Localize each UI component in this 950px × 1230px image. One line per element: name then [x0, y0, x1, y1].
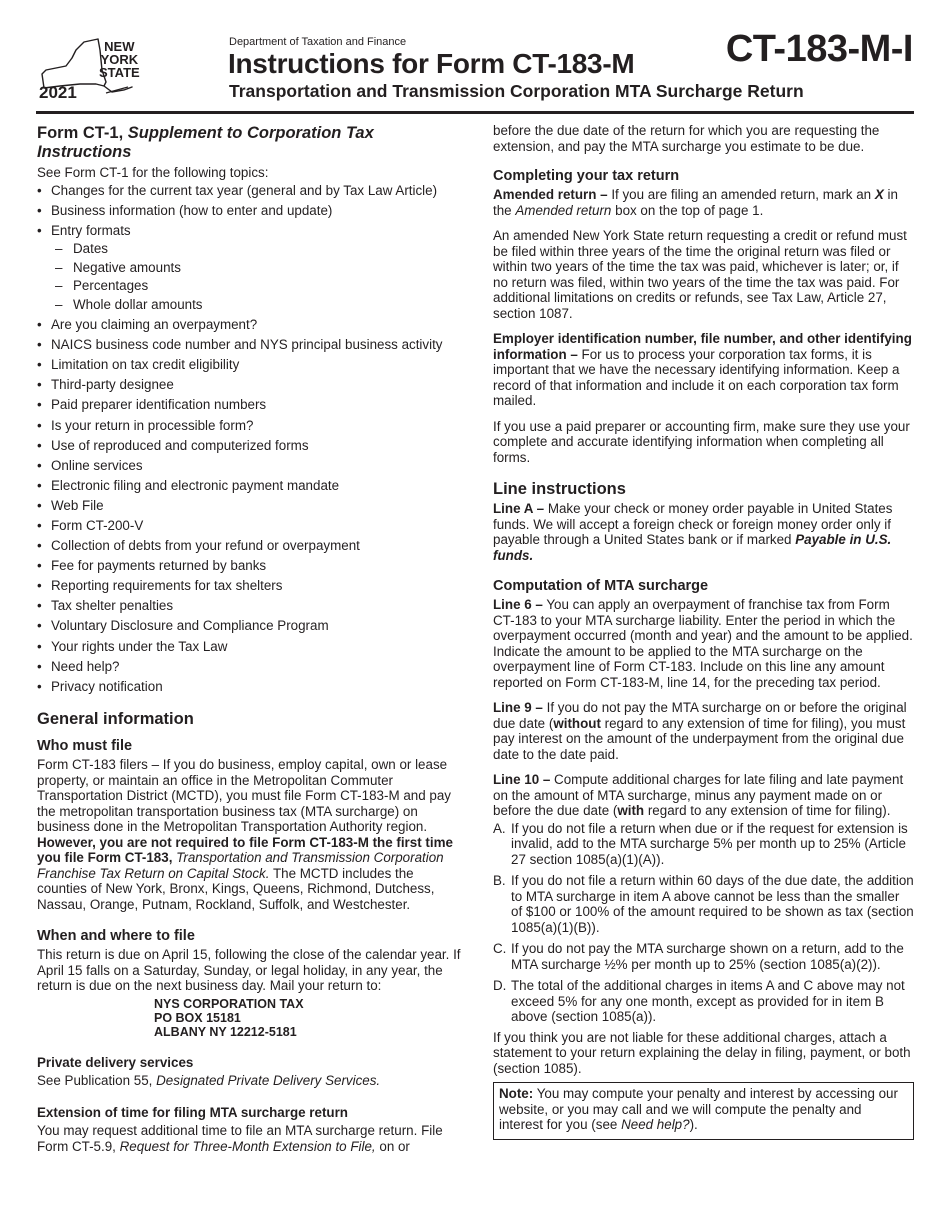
entry-format-item: – Whole dollar amounts	[55, 297, 462, 313]
line-10-text: Line 10 – Compute additional charges for late filing and late payment on the amount of MTA surcharge, minus any payment made on or before the due date (with regard to any extension of time for filing).	[493, 772, 904, 818]
when-where-heading: When and where to file	[37, 928, 195, 945]
logo-year: 2021	[39, 83, 77, 102]
private-delivery-text: See Publication 55, Designated Private Delivery Services.	[37, 1073, 381, 1089]
note-box: Note: You may compute your penalty and interest by accessing our website, or you may call and we will compute the penalty and interest for you (see Need help?).	[493, 1082, 914, 1140]
general-info-heading: General information	[37, 710, 194, 729]
topic-item: • Limitation on tax credit eligibility	[37, 357, 462, 373]
extension-text-continued: before the due date of the return for which you are requesting the extension, and pay the MTA surcharge you estimate to be due.	[493, 123, 880, 154]
logo-new: NEW	[104, 39, 135, 54]
topic-item: • Your rights under the Tax Law	[37, 639, 462, 655]
logo-york: YORK	[100, 52, 139, 67]
amended-return-text: Amended return – If you are filing an amended return, mark an X in the Amended return box on the top of page 1.	[493, 187, 898, 218]
private-delivery-heading: Private delivery services	[37, 1054, 194, 1070]
statement-text: If you think you are not liable for these additional charges, attach a statement to your return explaining the delay in filing, payment, or both (section 1085).	[493, 1029, 911, 1076]
charge-item: B. If you do not file a return within 60 days of the due date, the addition to MTA surcharge in item A above cannot be less than the smaller of $100 or 100% of the amount required to be shown as tax (section 1085(a)(1)(B)).	[493, 873, 914, 935]
ein-text: Employer identification number, file number, and other identifying information – For us to process your corporation tax forms, it is important that we have the necessary identifying information. Keep a record of that information and include it on each corporation tax form mailed.	[493, 331, 912, 408]
topic-item: • Form CT-200-V	[37, 518, 462, 534]
topic-item: • Entry formats – Dates – Negative amounts – Percentages – Whole dollar amounts	[37, 223, 462, 313]
topic-item: • Web File	[37, 498, 462, 514]
topic-item: • Third-party designee	[37, 377, 462, 393]
who-must-file-heading: Who must file	[37, 738, 133, 755]
topics-list	[37, 183, 462, 695]
mailing-address: NYS CORPORATION TAX PO BOX 15181 ALBANY NY 12212-5181	[154, 996, 304, 1039]
page-title: Instructions for Form CT-183-M	[228, 48, 635, 79]
topic-item: • Privacy notification	[37, 679, 462, 695]
topic-item: • Electronic filing and electronic payment mandate	[37, 478, 462, 494]
who-must-file-text: Form CT-183 filers – If you do business, employ capital, own or lease property, or maintain an office in the Metropolitan Commuter Transportation District (MCTD), you must file Form CT-183-M and pay the metropolitan transportation business tax (MTA surcharge) on business done in the Metropolitan Transportation Authority region. However, you are not required to file Form CT-183-M the first time you file Form CT-183, Transportation and Transmission Corporation Franchise Tax Return on Capital Stock. The MCTD includes the counties of New York, Bronx, Kings, Queens, Richmond, Dutchess, Nassau, Orange, Putnam, Rockland, Suffolk, and Westchester.	[37, 757, 453, 912]
topic-item: • Is your return in processible form?	[37, 418, 462, 434]
topic-item: • Reporting requirements for tax shelters	[37, 578, 462, 594]
right-column	[493, 123, 914, 1140]
topic-item: • Are you claiming an overpayment?	[37, 317, 462, 333]
line-instructions-heading: Line instructions	[493, 480, 626, 498]
line-a-text: Line A – Make your check or money order payable in United States funds. We will accept a foreign check or foreign money order only if payable through a United States bank or if marked Payable in U.S. funds.	[493, 501, 893, 563]
amended-return-limits: An amended New York State return requesting a credit or refund must be filed within three years of the time the original return was filed or within two years of the time the tax was paid, whichever is later; or, if no return was filed, within two years of the time the tax was paid. For additional limitations on credits or refunds, see Tax Law, Article 27, section 1087.	[493, 228, 907, 321]
charge-item: A. If you do not file a return when due or if the request for extension is invalid, add to the MTA surcharge 5% per month up to 25% (Article 27 section 1085(a)(1)(A)).	[493, 820, 908, 867]
logo-state: STATE	[99, 65, 140, 80]
page-subtitle: Transportation and Transmission Corporation MTA Surcharge Return	[229, 81, 804, 101]
topic-item: • Need help?	[37, 659, 462, 675]
header-divider	[36, 111, 914, 114]
entry-formats-list	[55, 241, 462, 312]
charge-item: D. The total of the additional charges in items A and C above may not exceed 5% for any one month, except as provided for in item B above (section 1085(a)).	[493, 978, 905, 1024]
when-where-text: This return is due on April 15, following the close of the calendar year. If April 15 falls on a Saturday, Sunday, or legal holiday, in any year, the return is due on the next business day. Mail your return to:	[37, 947, 461, 994]
topic-item: • Online services	[37, 458, 462, 474]
entry-format-item: – Negative amounts	[55, 260, 462, 276]
computation-heading: Computation of MTA surcharge	[493, 578, 709, 594]
entry-format-item: – Dates	[55, 241, 462, 257]
supplement-intro: See Form CT-1 for the following topics:	[37, 165, 269, 180]
topic-item: • NAICS business code number and NYS principal business activity	[37, 337, 462, 353]
topic-item: • Changes for the current tax year (general and by Tax Law Article)	[37, 183, 462, 199]
topic-item: • Collection of debts from your refund or overpayment	[37, 538, 462, 554]
supplement-heading: Form CT-1, Supplement to Corporation Tax Instructions	[37, 124, 374, 161]
topic-item: • Business information (how to enter and update)	[37, 203, 462, 219]
topic-item: • Tax shelter penalties	[37, 598, 462, 614]
topic-item: • Voluntary Disclosure and Compliance Program	[37, 618, 462, 634]
topic-item: • Use of reproduced and computerized forms	[37, 438, 462, 454]
extension-text: You may request additional time to file an MTA surcharge return. File Form CT-5.9, Request for Three-Month Extension to File, on or	[37, 1123, 443, 1154]
topic-item: • Fee for payments returned by banks	[37, 558, 462, 574]
line-9-text: Line 9 – If you do not pay the MTA surcharge on or before the original due date (without regard to any extension of time for filing), you must pay interest on the amount of the underpayment from the original due date to the date paid.	[493, 700, 907, 762]
extension-heading: Extension of time for filing MTA surcharge return	[37, 1104, 348, 1120]
charge-item: C. If you do not pay the MTA surcharge shown on a return, add to the MTA surcharge ½% per month up to 25% (section 1085(a)(2)).	[493, 941, 904, 972]
topic-item: • Paid preparer identification numbers	[37, 397, 462, 413]
paid-preparer-text: If you use a paid preparer or accounting firm, make sure they use your complete and accurate identifying information when completing all forms.	[493, 418, 910, 465]
line-6-text: Line 6 – You can apply an overpayment of franchise tax from Form CT-183 to your MTA surcharge liability. Enter the period in which the overpayment occurred (month and year) and the amount to be applied. Indicate the amount to be applied to the MTA surcharge on the overpayment line of Form CT-183. Include on this line any amount reported on Form CT-183-M, line 14, for the preceding tax period.	[493, 597, 913, 690]
nys-logo	[36, 36, 156, 102]
left-column	[37, 124, 462, 1154]
form-code: CT-183-M-I	[725, 28, 913, 70]
department-name: Department of Taxation and Finance	[229, 36, 407, 48]
additional-charges-list	[493, 821, 914, 1025]
completing-heading: Completing your tax return	[493, 168, 680, 184]
entry-format-item: – Percentages	[55, 278, 462, 294]
